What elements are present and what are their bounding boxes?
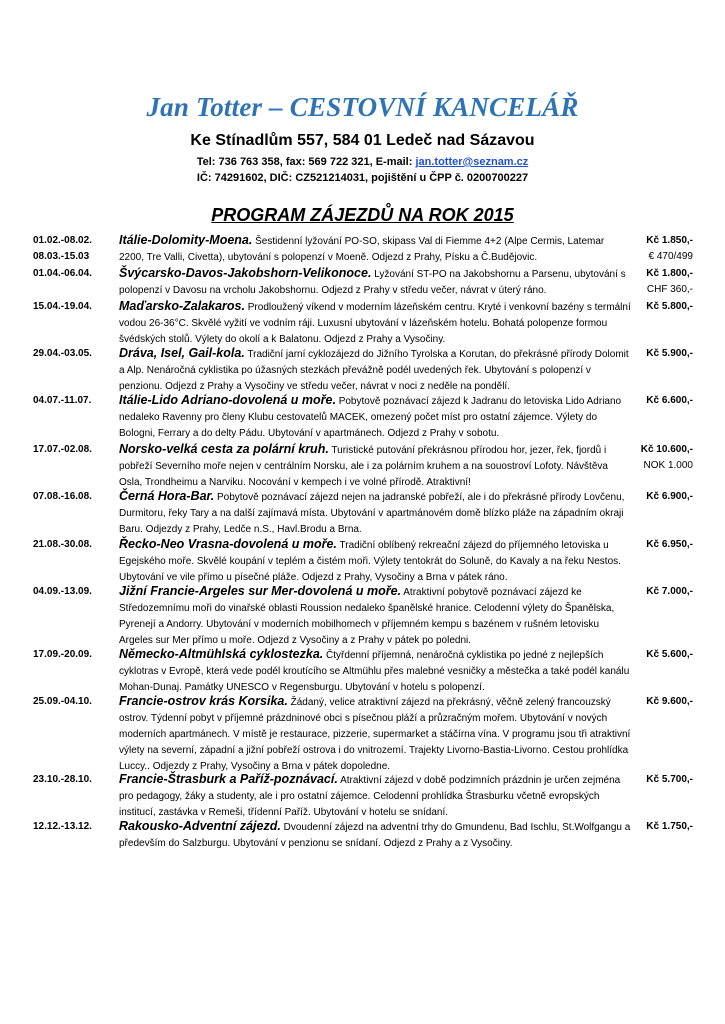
- trip-description: Čtyřdenní příjemná, nenáročná cyklistika po jedné z nejlepších cyklotras v Evropě, která vede podél kroutícího se Altmühlu přes malebné vesničky a městečka a také podél kanálu Mohan-Dunaj. Památky UNESCO v Regensburgu. Ubytování v hotelu s polopenzí.: [119, 650, 630, 693]
- trip-name: Francie-ostrov krás Korsika.: [119, 694, 288, 708]
- trip-description: Atraktivní pobytově poznávací zájezd ke Středozemnímu moři do vinařské oblasti Roussion nedaleko španělské hranice. Celodenní výlety do Španělska, Pyrenejí a Andorry. Ubytování v moderních mobilhomech v příjemném kempu s bazénem v rušném letovisku Argeles sur Mer přímo u moře. Odjezd z Vysočiny a z Prahy v pátek po poledni.: [119, 587, 615, 646]
- trip-body: [119, 298, 631, 348]
- trip-price: Kč 6.950,-: [646, 539, 693, 550]
- trip-price: Kč 6.600,-: [646, 395, 693, 406]
- trip-description: Dvoudenní zájezd na adventní trhy do Gmundenu, Bad Ischlu, St.Wolfgangu a především do Salzburgu. Ubytování v penzionu se snídaní. Odjezd z Prahy a z Vysočiny.: [119, 822, 631, 849]
- trip-description: Tradiční oblíbený rekreační zájezd do příjemného letoviska u Egejského moře. Skvělé koupání v teplém a čistém moři. Výlety tentokrát do Soluně, do Kavaly a na řeku Nestos. Ubytování ve vile přímo u písečné pláže. Odjezd z Prahy, Vysočiny a Brna v pátek ráno.: [119, 540, 621, 583]
- company-ids: IČ: 74291602, DIČ: CZ521214031, pojištění u ČPP č. 0200700227: [196, 172, 529, 184]
- trip-description: Šestidenní lyžování PO-SO, skipass Val di Fiemme 4+2 (Alpe Cermis, Latemar 2200, Tre Valli, Civetta), ubytování s polopenzí v Moeně. Odjezd z Prahy, Písku a Č.Budějovic.: [119, 236, 605, 263]
- trip-price: Kč 1.800,-: [646, 268, 693, 279]
- trip-description: Žádaný, velice atraktivní zájezd na překrásný, věčně zelený francouzský ostrov. Týdenní pobyt v příjemné prázdninové obci s písečnou pláží a průzračným mořem. Ubytování v nových moderních apartmánech. V místě je restaurace, pizzerie, supermarket a stáčírna vína. V programu jsou tři atraktivní výlety na severní, západní a jižní pobřeží ostrova i do vnitrozemí. Trajekty Livorno-Bastia-Livorno. Cestou prohlídka Luccy.. Odjezdy z Prahy, Vysočiny a Brna v pátek dopoledne.: [119, 697, 631, 772]
- trip-description: Lyžování ST-PO na Jakobshornu a Parsenu, ubytování s polopenzí v Davosu na vrcholu Jakobshornu. Odjezd z Prahy v středu večer, návrat v úterý ráno.: [119, 269, 626, 296]
- contact-phones: Tel: 736 763 358, fax: 569 722 321, E-mail:: [196, 156, 416, 168]
- trip-description: Atraktivní zájezd v době podzimních prázdnin je určen zejména pro pedagogy, žáky a studenty, ale i pro ostatní zájemce. Celodenní prohlídka Štrasburku včetně evropských institucí, zastávka v Remeši, třídenní Paříž. Ubytování v hotelu se snídaní.: [119, 775, 621, 818]
- trip-name: Norsko-velká cesta za polární kruh.: [119, 442, 329, 456]
- trip-price: Kč 5.600,-: [646, 649, 693, 660]
- trip-body: [119, 345, 631, 395]
- trip-price: Kč 5.800,-: [646, 301, 693, 312]
- trip-body: [119, 488, 631, 538]
- trip-name: Rakousko-Adventní zájezd.: [119, 819, 281, 833]
- trip-body: [119, 818, 631, 852]
- trip-price: Kč 5.900,-: [646, 348, 693, 359]
- trip-price-alt: € 470/499: [648, 251, 693, 262]
- email-link[interactable]: jan.totter@seznam.cz: [415, 156, 529, 168]
- trip-price: Kč 1.850,-: [646, 235, 693, 246]
- trip-description: Pobytově poznávací zájezd k Jadranu do letoviska Lido Adriano nedaleko Ravenny pro členy Klubu cestovatelů MACEK, omezený počet míst pro ostatní zájemce. Výlety do Bologni, Ferrary a do delty Pádu. Ubytování v apartmánech. Odjezd z Prahy v sobotu.: [119, 396, 622, 439]
- company-address: Ke Stínadlům 557, 584 01 Ledeč nad Sázavou: [190, 132, 535, 149]
- trip-body: [119, 265, 631, 299]
- trip-date: 23.10.-28.10.: [33, 774, 92, 785]
- trip-date: 04.07.-11.07.: [33, 395, 92, 406]
- trip-date: 01.04.-06.04.: [33, 268, 92, 279]
- trip-date: 01.02.-08.02.: [33, 235, 92, 246]
- trip-price-alt: CHF 360,-: [646, 284, 693, 295]
- trip-date: 25.09.-04.10.: [33, 696, 92, 707]
- trip-date: 04.09.-13.09.: [33, 586, 92, 597]
- trip-description: Tradiční jarní cyklozájezd do Jižního Tyrolska a Korutan, do překrásné přírody Dolomit a Alp. Nenáročná cyklistika po úžasných stezkách převážně podél uvedených řek. Ubytování s polopenzí v penzionu. Odjezd z Prahy a Vysočiny ve středu večer, návrat v noci z neděle na pondělí.: [119, 349, 629, 392]
- trip-price: Kč 9.600,-: [646, 696, 693, 707]
- trip-name: Francie-Štrasburk a Paříž-poznávací.: [119, 772, 338, 786]
- trip-date: 15.04.-19.04.: [33, 301, 92, 312]
- trip-date: 12.12.-13.12.: [33, 821, 92, 832]
- trip-date: 07.08.-16.08.: [33, 491, 92, 502]
- trip-body: [119, 441, 631, 491]
- trip-price: Kč 1.750,-: [646, 821, 693, 832]
- trip-description: Prodloužený víkend v moderním lázeňském centru. Kryté i venkovní bazény s termální vodou 26-36°C. Skvělé vyžití ve vodním ráji. Luxusní ubytování v lázeňském hotelu. Bohatá polopenze formou švédských stolů. Výlety do okolí a k Balatonu. Odjezd z Prahy a Vysočiny.: [119, 302, 631, 345]
- trip-date: 21.08.-30.08.: [33, 539, 92, 550]
- trip-body: [119, 536, 631, 586]
- trip-body: [119, 693, 631, 775]
- trip-name: Maďarsko-Zalakaros.: [119, 299, 245, 313]
- trip-price-alt: NOK 1.000: [643, 460, 693, 471]
- trip-price: Kč 5.700,-: [646, 774, 693, 785]
- trip-name: Německo-Altmühlská cyklostezka.: [119, 647, 324, 661]
- trip-date: 17.07.-02.08.: [33, 444, 92, 455]
- contact-line: [0, 156, 725, 168]
- trip-date: 17.09.-20.09.: [33, 649, 92, 660]
- trip-price: Kč 7.000,-: [646, 586, 693, 597]
- company-title: Jan Totter – CESTOVNÍ KANCELÁŘ: [146, 92, 579, 122]
- trip-date: 29.04.-03.05.: [33, 348, 92, 359]
- trip-price: Kč 6.900,-: [646, 491, 693, 502]
- trip-price: Kč 10.600,-: [640, 444, 693, 455]
- trip-name: Černá Hora-Bar.: [119, 489, 215, 503]
- trip-body: [119, 232, 631, 266]
- trip-body: [119, 646, 631, 696]
- trip-name: Dráva, Isel, Gail-kola.: [119, 346, 245, 360]
- trip-name: Itálie-Lido Adriano-dovolená u moře.: [119, 393, 336, 407]
- program-heading: PROGRAM ZÁJEZDŮ NA ROK 2015: [211, 205, 514, 225]
- trip-name: Řecko-Neo Vrasna-dovolená u moře.: [119, 537, 337, 551]
- trip-name: Jižní Francie-Argeles sur Mer-dovolená u moře.: [119, 584, 402, 598]
- trip-body: [119, 392, 631, 442]
- trip-name: Itálie-Dolomity-Moena.: [119, 233, 253, 247]
- trip-body: [119, 771, 631, 821]
- trip-date-alt: 08.03.-15.03: [33, 251, 90, 262]
- trip-body: [119, 583, 631, 649]
- trip-description: Turistické putování překrásnou přírodou hor, jezer, řek, fjordů i pobřeží Severního moře nejen v centrálním Norsku, ale i za polárním kruhem a na souostroví Lofoty. Návštěva Osla, Trondheimu a Narviku. Nocování v kempech i ve volné přírodě. Atraktivní!: [119, 445, 608, 488]
- trip-description: Pobytově poznávací zájezd nejen na jadranské pobřeží, ale i do překrásné přírody Lovčenu, Durmitoru, řeky Tary a na další zajímavá místa. Ubytování v apartmánovém domě blízko pláže na západním okraji Baru. Odjezdy z Prahy, Ledče n.S., Havl.Brodu a Brna.: [119, 492, 625, 535]
- trip-name: Švýcarsko-Davos-Jakobshorn-Velikonoce.: [119, 266, 372, 280]
